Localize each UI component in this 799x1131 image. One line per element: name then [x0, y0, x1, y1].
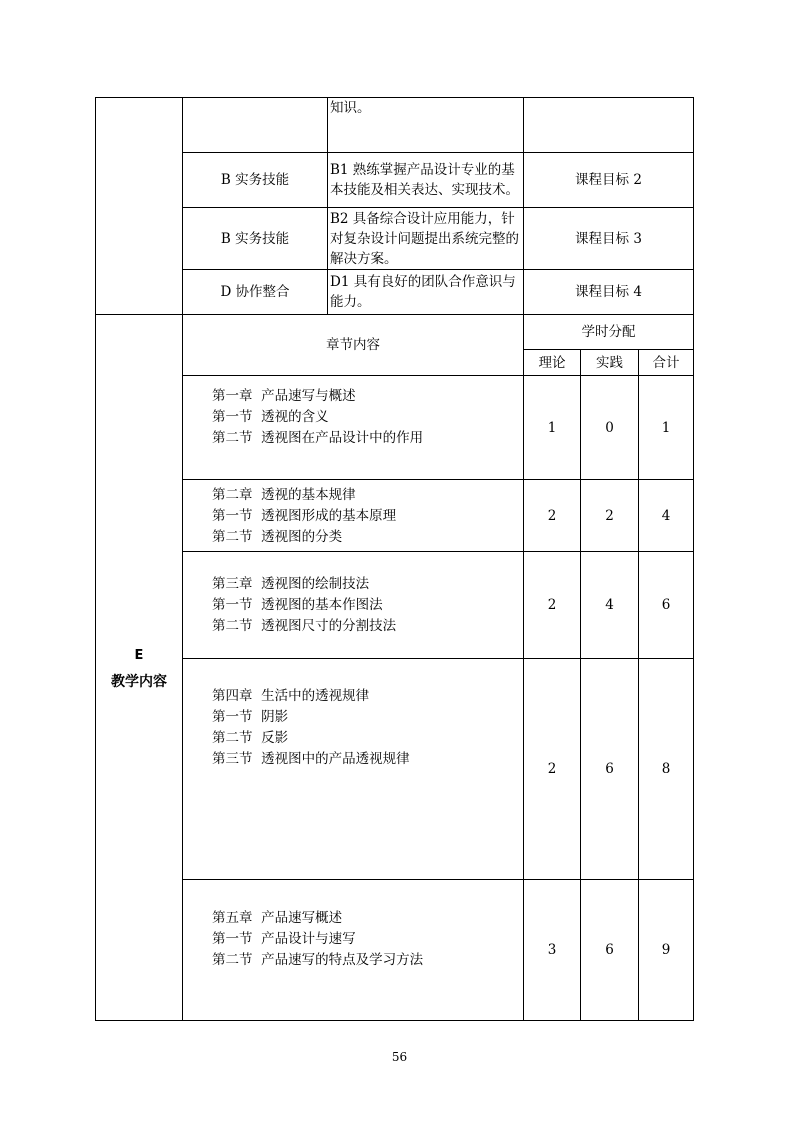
chapter-line: 第二节 反影	[212, 730, 289, 746]
chapter-line: 第四章 生活中的透视规律	[212, 688, 370, 704]
chapter-line: 第一节 透视的含义	[212, 409, 329, 425]
page-number: 56	[391, 1050, 408, 1064]
theory-header: 理论	[538, 354, 566, 371]
practice-hours: 4	[605, 597, 614, 613]
objective-category: D 协作整合	[220, 284, 290, 300]
section-label	[96, 640, 182, 700]
practice-hours: 0	[605, 419, 614, 436]
practice-hours: 6	[605, 761, 614, 777]
total-hours: 9	[661, 942, 671, 958]
practice-hours: 6	[605, 942, 614, 958]
total-hours: 1	[661, 419, 671, 436]
chapter-line: 第二节 产品速写的特点及学习方法	[212, 952, 424, 968]
objective-category: B 实务技能	[220, 172, 290, 188]
chapter-row	[212, 686, 512, 770]
total-header: 合计	[652, 354, 680, 371]
chapter-content-header: 章节内容	[326, 337, 380, 353]
objective-description: D1 具有良好的团队合作意识与能力。	[330, 274, 516, 310]
chapter-line: 第三章 透视图的绘制技法	[212, 576, 370, 592]
chapter-row	[212, 386, 512, 449]
objective-target: 课程目标 4	[575, 284, 642, 300]
section-title: 教学内容	[111, 674, 167, 690]
chapter-line: 第二章 透视的基本规律	[212, 487, 356, 503]
chapter-line: 第一节 阴影	[212, 709, 289, 725]
total-hours: 4	[661, 507, 671, 524]
chapter-line: 第一节 透视图形成的基本原理	[212, 508, 397, 524]
chapter-line: 第一节 透视图的基本作图法	[212, 597, 383, 613]
chapter-line: 第五章 产品速写概述	[212, 910, 343, 926]
objective-target: 课程目标 2	[575, 172, 642, 188]
practice-hours: 2	[605, 507, 614, 524]
chapter-line: 第二节 透视图的分类	[212, 529, 343, 545]
total-hours: 6	[661, 597, 671, 613]
objective-description: B1 熟练掌握产品设计专业的基本技能及相关表达、实现技术。	[330, 162, 519, 198]
objective-target: 课程目标 3	[575, 230, 642, 247]
chapter-line: 第一节 产品设计与速写	[212, 931, 356, 947]
theory-hours: 2	[547, 761, 557, 777]
objective-description: 知识。	[330, 100, 371, 116]
objective-description: B2 具备综合设计应用能力，针对复杂设计问题提出系统完整的解决方案。	[330, 210, 519, 267]
chapter-line: 第二节 透视图尺寸的分割技法	[212, 618, 397, 634]
section-code: E	[134, 648, 144, 663]
chapter-line: 第三节 透视图中的产品透视规律	[212, 751, 410, 767]
theory-hours: 2	[547, 507, 557, 524]
chapter-row	[212, 908, 512, 971]
chapter-line: 第二节 透视图在产品设计中的作用	[212, 430, 424, 446]
theory-hours: 2	[547, 597, 557, 613]
practice-header: 实践	[596, 354, 623, 371]
chapter-row	[212, 574, 512, 637]
total-hours: 8	[661, 761, 671, 777]
chapter-line: 第一章 产品速写与概述	[212, 388, 356, 404]
objective-category: B 实务技能	[220, 230, 290, 247]
theory-hours: 3	[547, 942, 557, 958]
chapter-row	[212, 485, 512, 548]
hours-allocation-header: 学时分配	[581, 324, 636, 340]
theory-hours: 1	[547, 419, 557, 436]
